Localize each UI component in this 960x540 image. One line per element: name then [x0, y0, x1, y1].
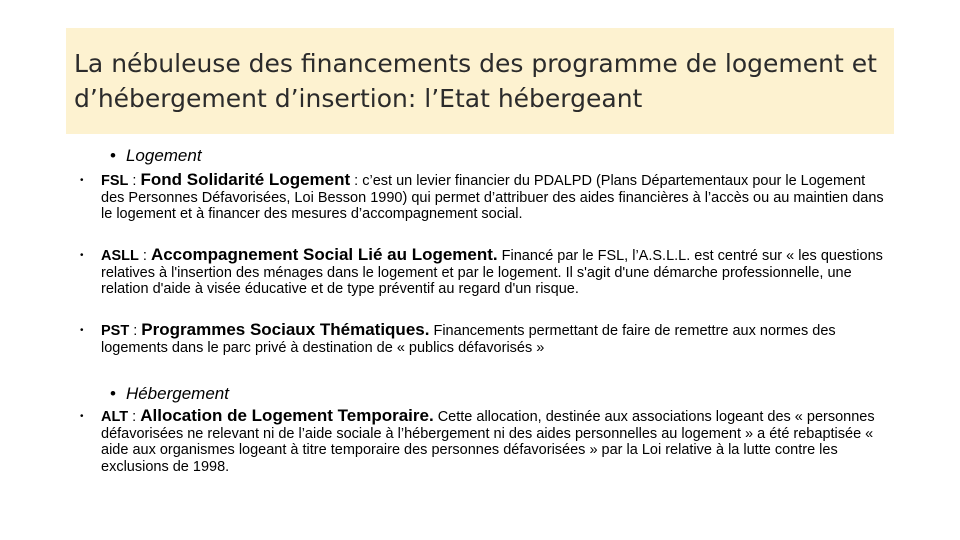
bullet-icon: • [80, 250, 84, 261]
section-heading-logement [110, 146, 202, 166]
bullet-icon: • [110, 146, 116, 165]
item-desc: Cette allocation, destinée aux associations logeant des « personnes défavorisées ne relevant ni de l’aide sociale à l’hébergement ni des aides personnelles au logement » a été rebaptisée « aide aux organismes logeant à titre temporaire des personnes défavorisées » par la Loi relative à la lutte contre les exclusions de 1998. [101, 409, 875, 475]
bullet-icon: • [80, 411, 84, 422]
title-banner [66, 28, 894, 134]
item-abbr: ASLL [101, 248, 139, 264]
item-abbr: PST [101, 323, 130, 339]
section-heading-label: Logement [125, 146, 202, 165]
bullet-icon: • [80, 325, 84, 336]
item-text: FSL : Fond Solidarité Logement : c’est un levier financier du PDALPD (Plans Départementaux pour le Logement des Personnes Défavorisées, Loi Besson 1990) qui permet d’attribuer des aides financières à l’accès ou au maintien dans le logement et à financer des mesures d’accompagnement social. [101, 170, 884, 222]
slide-title: La nébuleuse des financements des programme de logement et d’hébergement d’insertion: l’Etat hébergeant [74, 49, 877, 113]
section-heading-label: Hébergement [125, 384, 229, 403]
item-abbr: ALT [101, 409, 129, 425]
item-name: Allocation de Logement Temporaire. [140, 406, 434, 425]
item-text: ASLL : Accompagnement Social Lié au Logement. Financé par le FSL, l’A.S.L.L. est centré sur « les questions relatives à l'insertion des ménages dans le logement et par le logement. Il s'agit d'une démarche professionnelle, une relation d'aide à visée éducative et de type préventif au regard d'un risque. [101, 245, 883, 297]
item-name: Fond Solidarité Logement [140, 170, 351, 189]
item-desc: Financé par le FSL, l’A.S.L.L. est centré sur « les questions relatives à l'insertion des ménages dans le logement et par le logement. Il s'agit d'une démarche professionnelle, une relation d'aide à visée éducative et de type préventif au regard d'un risque. [101, 248, 883, 297]
bullet-icon: • [80, 175, 84, 186]
item-text: PST : Programmes Sociaux Thématiques. Financements permettant de faire de remettre aux normes des logements dans le parc privé à destination de « publics défavorisés » [101, 320, 836, 356]
section-heading-hebergement [110, 384, 229, 404]
bullet-icon: • [110, 384, 116, 403]
item-desc: : c’est un levier financier du PDALPD (Plans Départementaux pour le Logement des Personnes Défavorisées, Loi Besson 1990) qui permet d’attribuer des aides financières à l’accès ou au maintien dans le logement et à financer des mesures d’accompagnement social. [101, 173, 884, 222]
item-name: Accompagnement Social Lié au Logement. [150, 245, 498, 264]
item-abbr: FSL [101, 173, 129, 189]
item-text: ALT : Allocation de Logement Temporaire. Cette allocation, destinée aux associations logeant des « personnes défavorisées ne relevant ni de l’aide sociale à l’hébergement ni des aides personnelles au logement » a été rebaptisée « aide aux organismes logeant à titre temporaire des personnes défavorisées » par la Loi relative à la lutte contre les exclusions de 1998. [101, 406, 875, 475]
item-desc: Financements permettant de faire de remettre aux normes des logements dans le parc privé à destination de « publics défavorisés » [101, 323, 836, 356]
item-name: Programmes Sociaux Thématiques. [141, 320, 430, 339]
